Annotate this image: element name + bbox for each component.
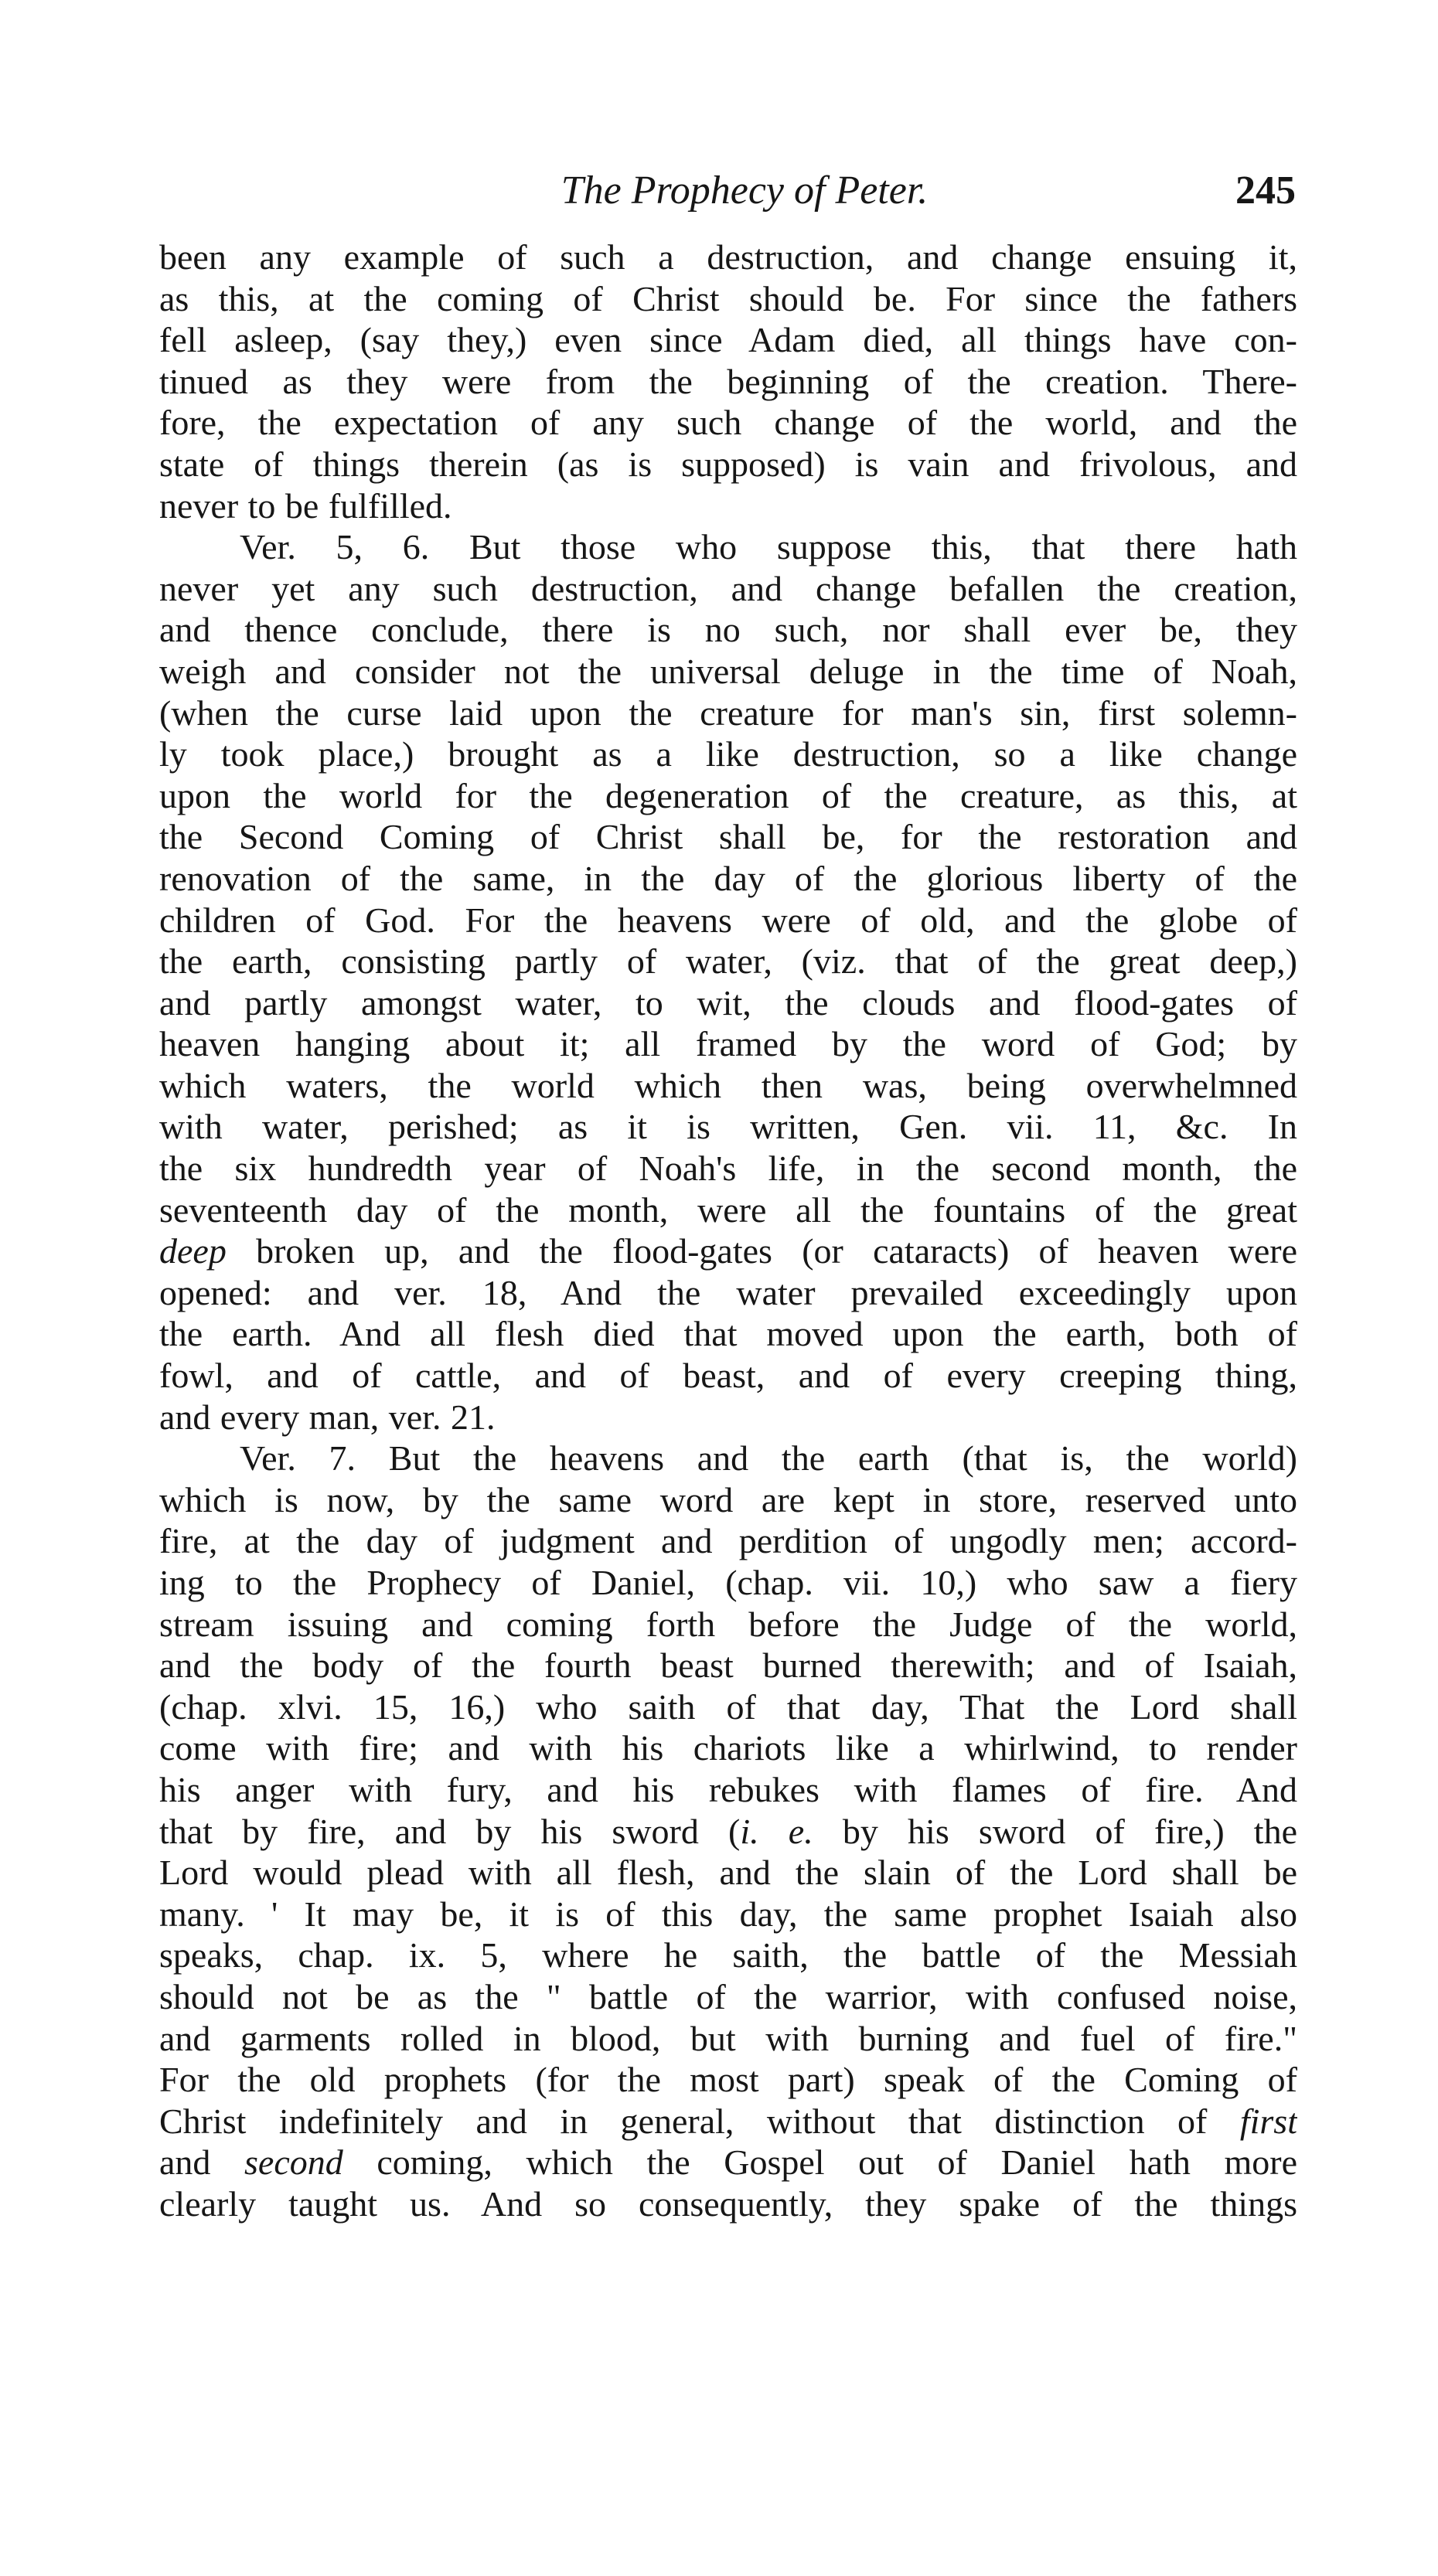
text-segment: the earth. And all flesh died that moved upon the earth, both of — [159, 1314, 1297, 1354]
text-line — [159, 1106, 1297, 1148]
text-line — [159, 1313, 1297, 1355]
text-segment: the Second Coming of Christ shall be, for the restoration and — [159, 817, 1297, 857]
text-segment: fire, at the day of judgment and perdition of ungodly men; accord- — [159, 1521, 1297, 1561]
text-segment: which waters, the world which then was, being overwhelmned — [159, 1065, 1297, 1105]
italic-text: i. e. — [740, 1811, 813, 1851]
text-line — [159, 1479, 1297, 1521]
text-segment: Christ indefinitely and in general, without that distinction of — [159, 2101, 1240, 2141]
text-segment: come with fire; and with his chariots like a whirlwind, to render — [159, 1728, 1297, 1768]
text-segment: fell asleep, (say they,) even since Adam died, all things have con- — [159, 320, 1297, 360]
text-line — [159, 609, 1297, 651]
text-segment: ing to the Prophecy of Daniel, (chap. vii. 10,) who saw a fiery — [159, 1563, 1297, 1602]
text-segment: opened: and ver. 18, And the water prevailed exceedingly upon — [159, 1272, 1297, 1312]
text-segment: fowl, and of cattle, and of beast, and of every creeping thing, — [159, 1356, 1297, 1396]
text-line — [159, 816, 1297, 858]
text-segment: (when the curse laid upon the creature for man's sin, first solemn- — [159, 692, 1297, 733]
text-segment: (chap. xlvi. 15, 16,) who saith of that day, That the Lord shall — [159, 1686, 1297, 1727]
text-segment: and every man, ver. 21. — [159, 1397, 496, 1437]
text-segment: and — [159, 2142, 245, 2183]
text-line — [159, 1604, 1297, 1645]
text-line — [159, 1769, 1297, 1811]
text-segment: clearly taught us. And so consequently, they spake of the things — [159, 2183, 1297, 2224]
text-segment: never yet any such destruction, and change befallen the creation, — [159, 568, 1297, 608]
text-line — [159, 1935, 1297, 1976]
italic-text: first — [1239, 2101, 1297, 2141]
text-line — [159, 1065, 1297, 1107]
text-line — [159, 1230, 1297, 1272]
text-line — [159, 319, 1297, 361]
text-line — [159, 1272, 1297, 1314]
text-line — [159, 900, 1297, 941]
text-line — [159, 775, 1297, 817]
text-line — [159, 941, 1297, 982]
text-segment: and garments rolled in blood, but with burning and fuel of fire." — [159, 2018, 1297, 2058]
text-line — [159, 1355, 1297, 1397]
text-line — [159, 1438, 1297, 1479]
text-segment: ly took place,) brought as a like destruction, so a like change — [159, 734, 1297, 774]
text-segment: by his sword of fire,) the — [813, 1811, 1297, 1851]
text-segment: many. ' It may be, it is of this day, the same prophet Isaiah also — [159, 1894, 1297, 1934]
text-line — [159, 1976, 1297, 2018]
text-segment: the earth, consisting partly of water, (viz. that of the great deep,) — [159, 941, 1297, 982]
text-line — [159, 278, 1297, 320]
text-line — [159, 1023, 1297, 1065]
italic-text: deep — [159, 1231, 227, 1271]
text-line — [159, 1852, 1297, 1894]
text-line — [159, 2059, 1297, 2101]
italic-text: second — [244, 2142, 343, 2183]
text-segment: Ver. 7. But the heavens and the earth (that is, the world) — [240, 1438, 1297, 1479]
text-line — [159, 1397, 1297, 1438]
text-segment: as this, at the coming of Christ should be. For since the fathers — [159, 278, 1297, 318]
text-segment: that by fire, and by his sword ( — [159, 1811, 741, 1851]
text-line — [159, 2183, 1297, 2225]
text-line — [159, 1727, 1297, 1769]
text-segment: his anger with fury, and his rebukes with flames of fire. And — [159, 1769, 1297, 1809]
text-line — [159, 1520, 1297, 1562]
text-line — [159, 237, 1297, 278]
text-segment: weigh and consider not the universal deluge in the time of Noah, — [159, 651, 1297, 691]
text-line — [159, 526, 1297, 568]
text-line — [159, 2018, 1297, 2060]
text-line — [159, 692, 1297, 734]
text-segment: never to be fulfilled. — [159, 485, 452, 526]
text-segment: should not be as the " battle of the warrior, with confused noise, — [159, 1976, 1297, 2016]
running-title: The Prophecy of Peter. — [561, 168, 929, 213]
page-header — [162, 164, 1296, 218]
text-line — [159, 651, 1297, 692]
text-line — [159, 485, 1297, 527]
text-line — [159, 444, 1297, 485]
text-line — [159, 858, 1297, 900]
text-segment: heaven hanging about it; all framed by the word of God; by — [159, 1024, 1297, 1064]
text-segment: upon the world for the degeneration of the creature, as this, at — [159, 775, 1297, 815]
text-line — [159, 568, 1297, 610]
text-line — [159, 361, 1297, 403]
text-segment: which is now, by the same word are kept in store, reserved unto — [159, 1479, 1297, 1519]
text-segment: and the body of the fourth beast burned therewith; and of Isaiah, — [159, 1645, 1297, 1686]
text-segment: and partly amongst water, to wit, the clouds and flood-gates of — [159, 982, 1297, 1023]
page-number: 245 — [1235, 168, 1296, 213]
text-segment: speaks, chap. ix. 5, where he saith, the battle of the Messiah — [159, 1935, 1297, 1975]
text-segment: and thence conclude, there is no such, nor shall ever be, they — [159, 610, 1297, 650]
text-segment: seventeenth day of the month, were all the fountains of the great — [159, 1189, 1297, 1230]
text-segment: renovation of the same, in the day of the glorious liberty of the — [159, 858, 1297, 898]
text-segment: tinued as they were from the beginning of the creation. There- — [159, 361, 1297, 401]
text-segment: state of things therein (as is supposed) is vain and frivolous, and — [159, 444, 1297, 484]
text-segment: Lord would plead with all flesh, and the slain of the Lord shall be — [159, 1853, 1297, 1893]
text-line — [159, 1645, 1297, 1686]
text-line — [159, 1189, 1297, 1231]
text-segment: stream issuing and coming forth before the Judge of the world, — [159, 1604, 1297, 1644]
text-line — [159, 1894, 1297, 1935]
text-line — [159, 2142, 1297, 2183]
body-text — [159, 237, 1297, 2225]
text-line — [159, 2101, 1297, 2142]
text-segment: been any example of such a destruction, and change ensuing it, — [159, 237, 1297, 277]
text-line — [159, 1562, 1297, 1604]
text-segment: fore, the expectation of any such change of the world, and the — [159, 403, 1297, 443]
text-segment: broken up, and the flood-gates (or cataracts) of heaven were — [226, 1231, 1297, 1271]
text-line — [159, 982, 1297, 1024]
text-segment: coming, which the Gospel out of Daniel hath more — [342, 2142, 1297, 2183]
text-segment: the six hundredth year of Noah's life, in the second month, the — [159, 1148, 1297, 1189]
text-line — [159, 402, 1297, 444]
text-segment: Ver. 5, 6. But those who suppose this, that there hath — [240, 527, 1297, 567]
text-segment: with water, perished; as it is written, Gen. vii. 11, &c. In — [159, 1107, 1297, 1147]
text-line — [159, 1686, 1297, 1728]
text-segment: For the old prophets (for the most part) speak of the Coming of — [159, 2060, 1297, 2100]
text-line — [159, 733, 1297, 775]
text-line — [159, 1811, 1297, 1853]
text-segment: children of God. For the heavens were of old, and the globe of — [159, 900, 1297, 940]
text-line — [159, 1148, 1297, 1189]
